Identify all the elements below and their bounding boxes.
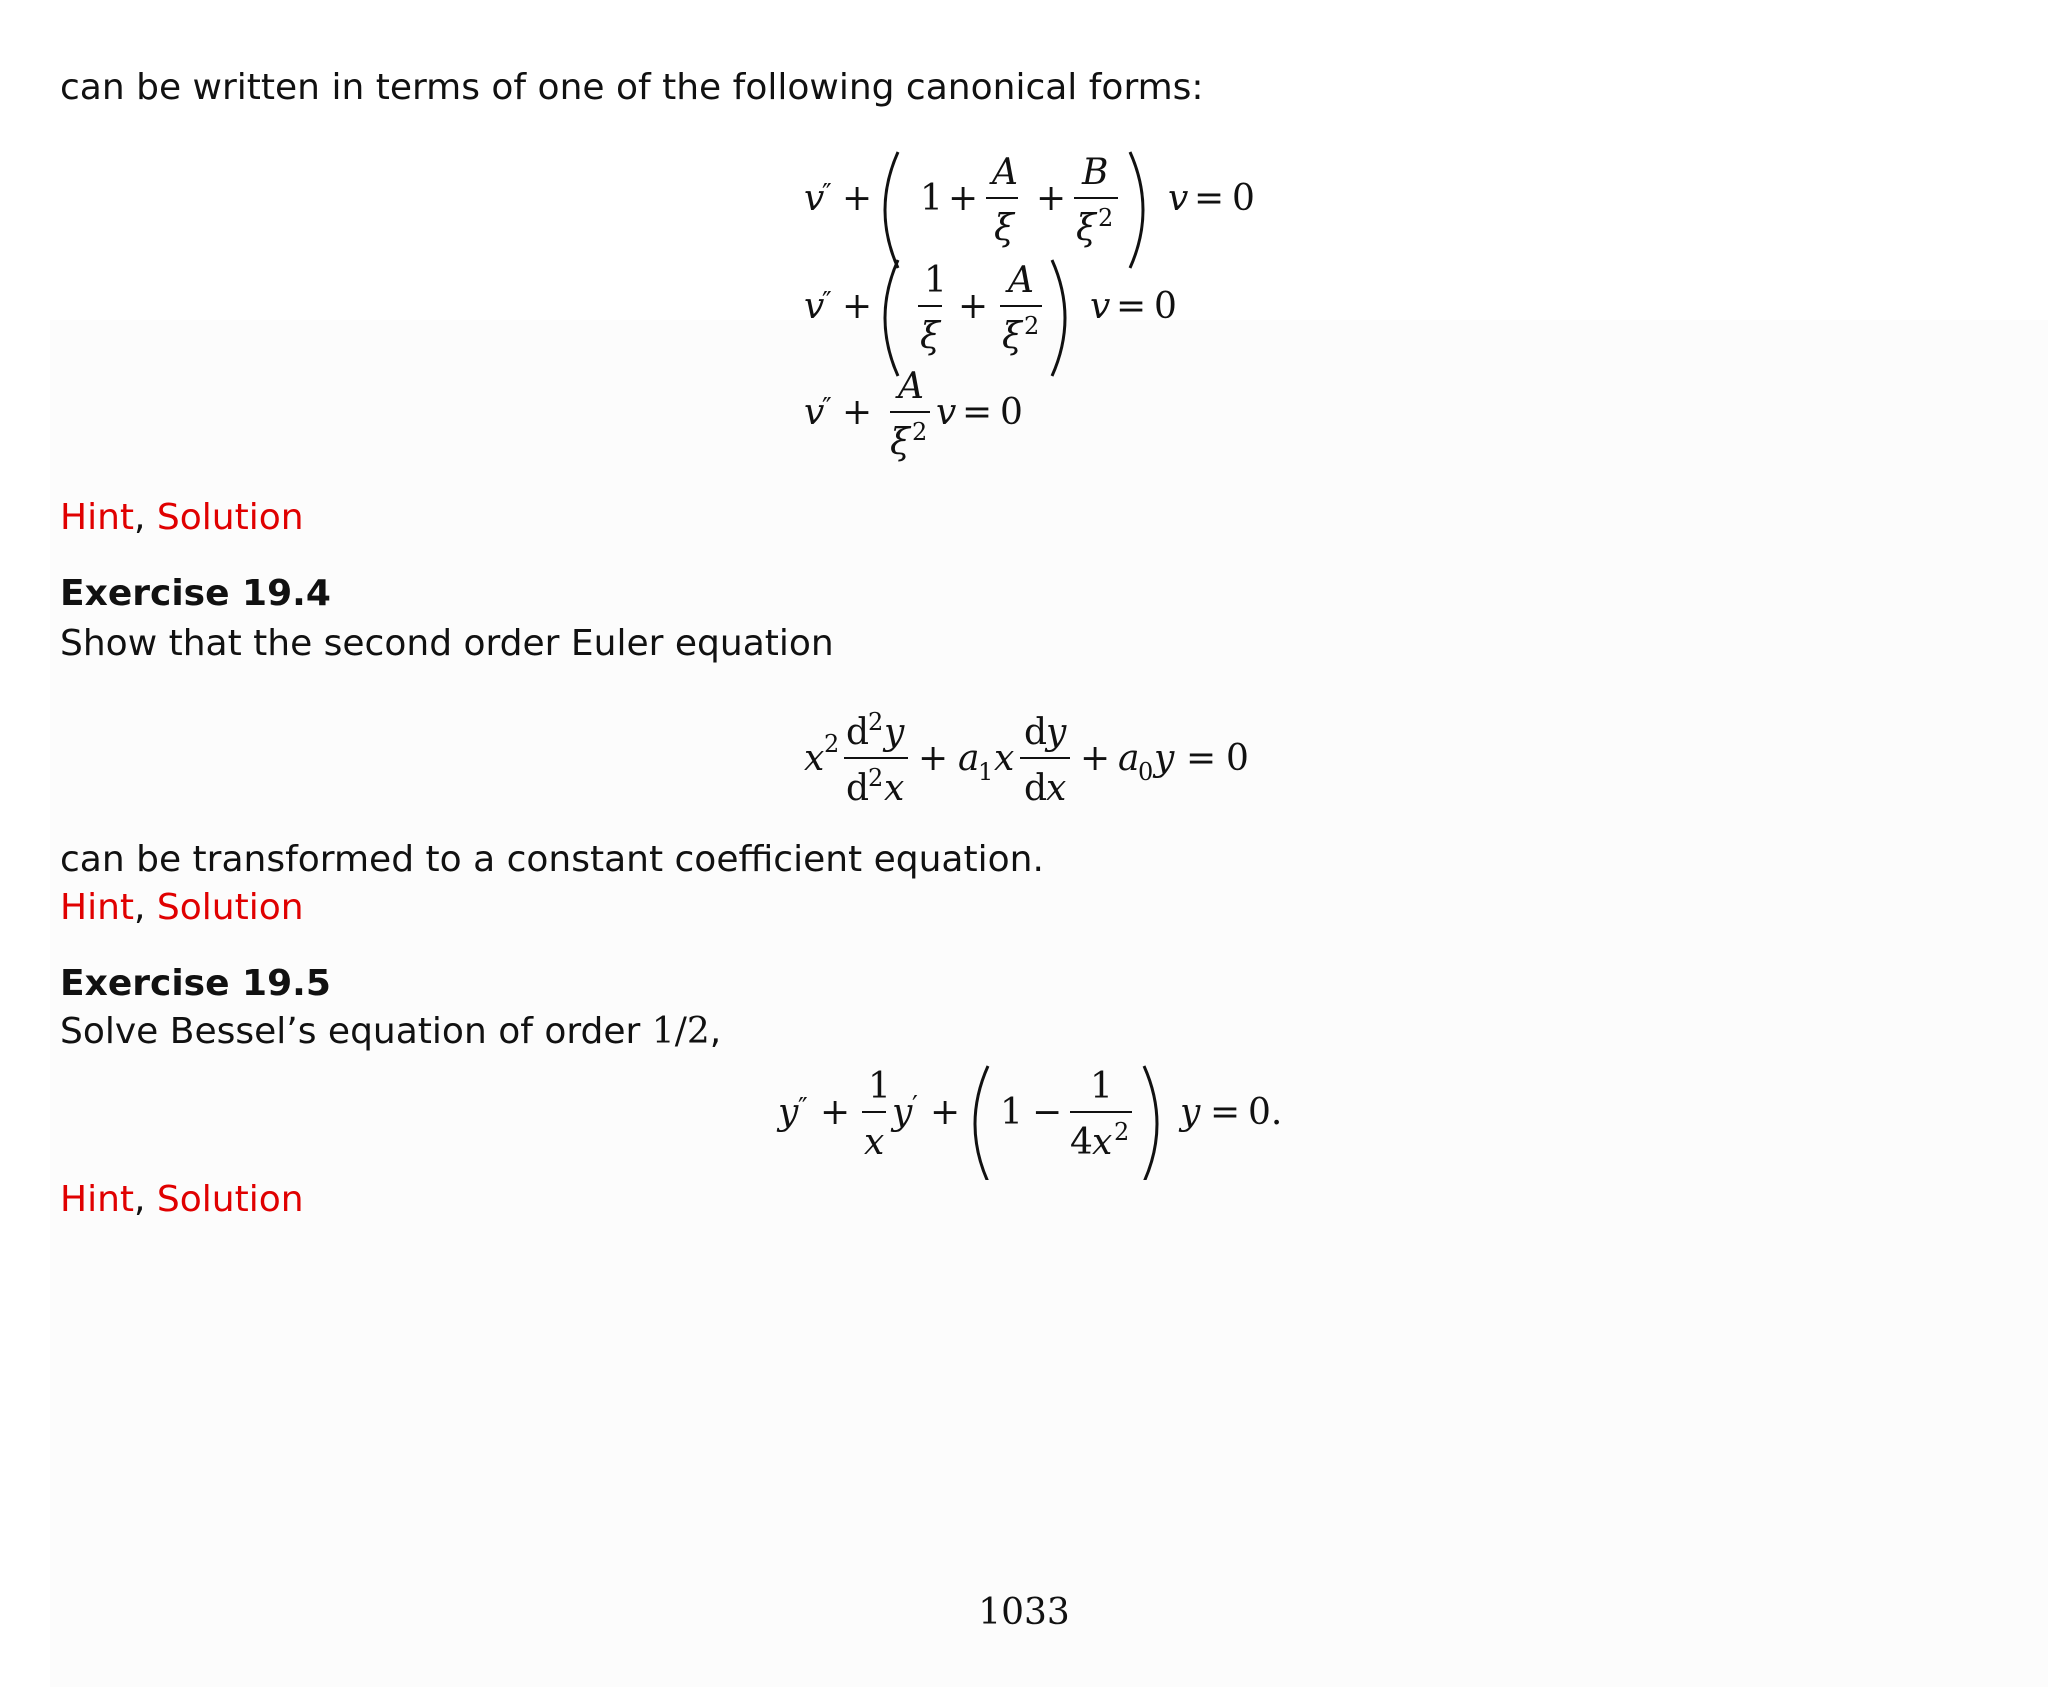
hint-link-3[interactable]: Hint <box>60 1179 135 1220</box>
svg-text:+: + <box>842 178 873 219</box>
link-separator-2: , <box>134 887 146 928</box>
exercise-19-4-statement: Show that the second order Euler equation <box>60 623 834 664</box>
page-background <box>50 320 2048 1687</box>
svg-text:0: 0 <box>1000 392 1023 433</box>
svg-text:4: 4 <box>1070 1122 1093 1163</box>
svg-text:1: 1 <box>1000 1092 1023 1133</box>
svg-text:y: y <box>884 712 905 753</box>
svg-text:=: = <box>1116 286 1147 327</box>
svg-text:B: B <box>1082 152 1109 193</box>
hint-solution-links-1 <box>60 497 304 538</box>
svg-text:0: 0 <box>1232 178 1255 219</box>
link-separator-1: , <box>134 497 146 538</box>
hint-solution-links-3 <box>60 1179 304 1220</box>
intro-text: can be written in terms of one of the following canonical forms: <box>60 67 1204 108</box>
svg-text:1: 1 <box>924 260 947 301</box>
canonical-equations-svg <box>780 140 1300 480</box>
svg-text:0.: 0. <box>1248 1092 1283 1133</box>
svg-text:+: + <box>820 1092 851 1133</box>
bessel-equation <box>760 1050 1300 1184</box>
exercise-19-4-title: Exercise 19.4 <box>60 573 331 614</box>
svg-text:2: 2 <box>1114 1118 1130 1146</box>
svg-text:2: 2 <box>1098 204 1114 232</box>
svg-text:v: v <box>1090 286 1111 327</box>
svg-text:a: a <box>1118 738 1140 779</box>
svg-text:d: d <box>846 768 870 809</box>
svg-text:=: = <box>1210 1092 1241 1133</box>
svg-text:1: 1 <box>1090 1066 1113 1107</box>
link-separator-3: , <box>134 1179 146 1220</box>
svg-text:v: v <box>1168 178 1189 219</box>
svg-text:=: = <box>962 392 993 433</box>
svg-text:v: v <box>804 178 825 219</box>
svg-text:ξ: ξ <box>890 422 910 463</box>
svg-text:+: + <box>918 738 949 779</box>
svg-text:″: ″ <box>798 1093 808 1123</box>
svg-text:x: x <box>804 738 825 779</box>
solution-link-1[interactable]: Solution <box>156 497 304 538</box>
svg-text:+: + <box>958 286 989 327</box>
svg-text:+: + <box>1036 178 1067 219</box>
svg-text:2: 2 <box>824 730 840 758</box>
svg-text:A: A <box>1008 260 1034 301</box>
svg-text:x: x <box>1092 1122 1113 1163</box>
svg-text:v: v <box>936 392 957 433</box>
svg-text:d: d <box>846 712 870 753</box>
svg-text:+: + <box>1080 738 1111 779</box>
svg-text:2: 2 <box>912 418 928 446</box>
bessel-equation-svg <box>760 1050 1300 1180</box>
exercise-19-5-title: Exercise 19.5 <box>60 963 331 1004</box>
canonical-equations <box>780 140 1300 484</box>
svg-text:2: 2 <box>1024 312 1040 340</box>
exercise-19-4-conclusion: can be transformed to a constant coefficient equation. <box>60 839 1044 880</box>
svg-text:a: a <box>958 738 980 779</box>
svg-text:″: ″ <box>822 287 832 317</box>
exercise-19-5-statement-comma: , <box>709 1011 722 1052</box>
svg-text:″: ″ <box>822 393 832 423</box>
svg-text:y: y <box>1180 1092 1201 1133</box>
exercise-19-5-statement <box>60 1011 722 1052</box>
svg-text:d: d <box>1024 768 1048 809</box>
svg-text:y: y <box>778 1092 799 1133</box>
svg-text:+: + <box>842 392 873 433</box>
euler-equation-svg <box>780 700 1300 820</box>
svg-text:2: 2 <box>868 764 884 792</box>
solution-link-3[interactable]: Solution <box>156 1179 304 1220</box>
svg-text:A: A <box>898 366 924 407</box>
svg-text:1: 1 <box>978 758 994 786</box>
svg-text:+: + <box>948 178 979 219</box>
svg-text:′: ′ <box>912 1091 918 1121</box>
svg-text:″: ″ <box>822 179 832 209</box>
svg-text:x: x <box>994 738 1015 779</box>
svg-text:0: 0 <box>1154 286 1177 327</box>
svg-text:y: y <box>1046 712 1067 753</box>
svg-text:v: v <box>804 392 825 433</box>
svg-text:A: A <box>992 152 1018 193</box>
page-number: 1033 <box>978 1592 1070 1633</box>
svg-text:ξ: ξ <box>994 208 1014 249</box>
svg-text:=: = <box>1194 178 1225 219</box>
svg-text:ξ: ξ <box>1076 208 1096 249</box>
svg-text:+: + <box>842 286 873 327</box>
svg-text:ξ: ξ <box>920 316 940 357</box>
svg-text:−: − <box>1032 1092 1063 1133</box>
svg-text:x: x <box>884 768 905 809</box>
svg-text:ξ: ξ <box>1002 316 1022 357</box>
svg-text:x: x <box>864 1122 885 1163</box>
svg-text:y: y <box>1154 738 1175 779</box>
exercise-19-5-order: 1/2 <box>651 1011 710 1052</box>
svg-text:0: 0 <box>1138 758 1154 786</box>
solution-link-2[interactable]: Solution <box>156 887 304 928</box>
hint-link-1[interactable]: Hint <box>60 497 135 538</box>
svg-text:x: x <box>1046 768 1067 809</box>
svg-text:y: y <box>892 1092 913 1133</box>
euler-equation <box>780 700 1300 824</box>
hint-solution-links-2 <box>60 887 304 928</box>
svg-text:+: + <box>930 1092 961 1133</box>
svg-text:1: 1 <box>868 1066 891 1107</box>
svg-text:d: d <box>1024 712 1048 753</box>
svg-text:v: v <box>804 286 825 327</box>
hint-link-2[interactable]: Hint <box>60 887 135 928</box>
svg-text:=: = <box>1186 738 1217 779</box>
svg-text:2: 2 <box>868 708 884 736</box>
svg-text:0: 0 <box>1226 738 1249 779</box>
exercise-19-5-statement-text: Solve Bessel’s equation of order <box>60 1011 641 1052</box>
svg-text:1: 1 <box>920 178 943 219</box>
